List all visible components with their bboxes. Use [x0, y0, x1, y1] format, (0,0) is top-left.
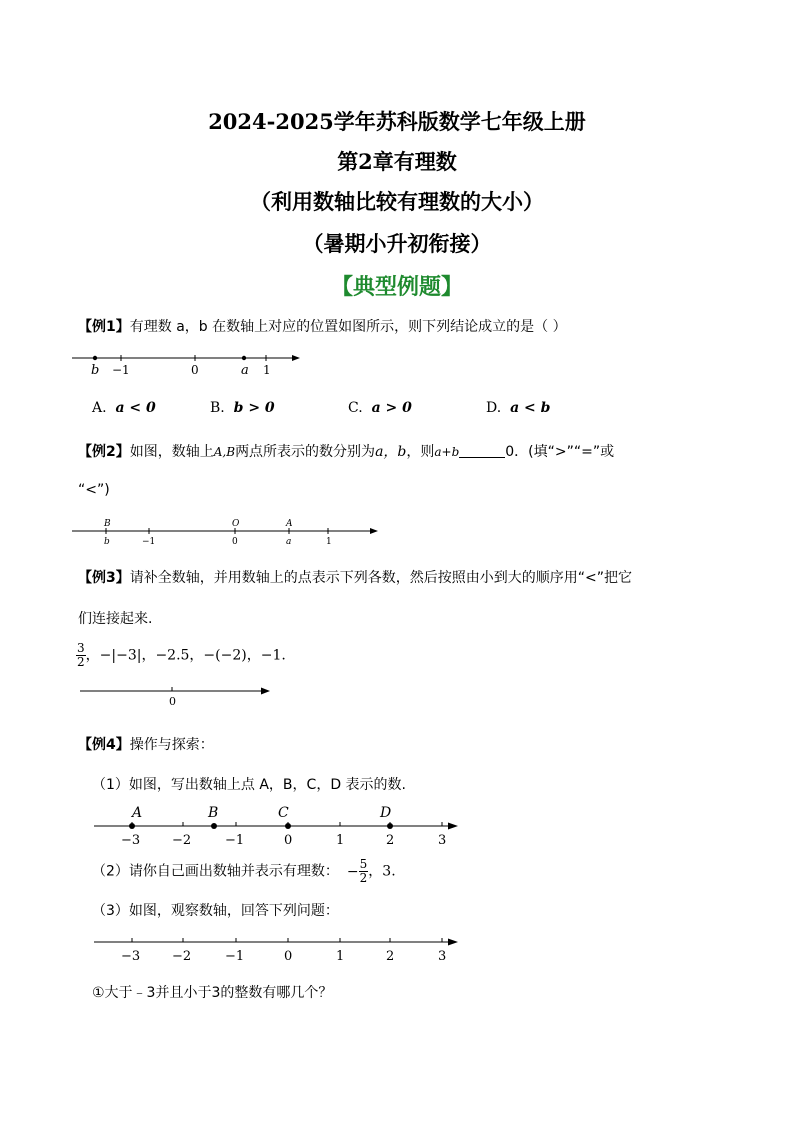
- section-heading: 【典型例题】: [330, 274, 463, 300]
- example-3-question-cont: 们连接起来.: [78, 611, 153, 627]
- tick-3: 3: [438, 949, 447, 964]
- tick-minus-3: −3: [121, 833, 141, 848]
- example-3-question: 【例3】请补全数轴，并用数轴上的点表示下列各数，然后按照由小到大的顺序用“<”把它: [78, 570, 632, 586]
- tick-0: 0: [232, 537, 238, 547]
- tick-2: 2: [386, 949, 395, 964]
- tick-0: 0: [284, 833, 293, 848]
- label-b: b: [104, 537, 110, 547]
- fraction-5-2: $\frac{5}{2}$: [359, 857, 368, 885]
- example-4-number-line-2: [92, 932, 472, 964]
- axis-arrow: [370, 528, 378, 534]
- label-B: B: [104, 519, 111, 529]
- example-4-part-2: （2）请你自己画出数轴并表示有理数： − $\frac{5}{2}$ ，3.: [92, 857, 396, 885]
- tick-0: 0: [191, 363, 199, 377]
- example-1-number-line: [70, 352, 310, 382]
- example-4-number-line-1: [92, 800, 472, 850]
- example-3-number-line: [78, 684, 278, 710]
- tick-0: 0: [284, 949, 293, 964]
- axis-arrow: [261, 688, 270, 695]
- fraction-3-2: $\frac{3}{2}$: [77, 641, 85, 669]
- tick-minus-1: −1: [225, 949, 245, 964]
- option-b: B. b > 0: [210, 400, 275, 416]
- example-3-label: 【例3】: [78, 570, 130, 586]
- example-2-number-line: [70, 514, 390, 550]
- tick-minus-3: −3: [121, 949, 141, 964]
- point-B: [211, 823, 217, 829]
- tick-minus-1: −1: [112, 363, 130, 377]
- axis-arrow: [448, 939, 458, 946]
- tick-1: 1: [263, 363, 271, 377]
- example-4-part-3-question-1: ①大于﹣3并且小于3的整数有哪几个？: [92, 985, 333, 1001]
- label-C: C: [278, 805, 289, 821]
- point-A: [129, 823, 135, 829]
- example-1-question: [78, 316, 567, 336]
- example-2-question-cont: “<”): [78, 482, 110, 498]
- label-a: a: [241, 363, 249, 378]
- tick-0: 0: [169, 695, 176, 708]
- example-4-question: 【例4】操作与探索：: [78, 737, 214, 753]
- example-2-question: 【例2】如图，数轴上A,B两点所表示的数分别为a，b，则a+b 0．(填“>”“=”或: [78, 444, 615, 460]
- chapter-title: 第2章有理数: [337, 149, 457, 174]
- topic-title: （利用数轴比较有理数的大小）: [250, 189, 544, 214]
- example-2-label: 【例2】: [78, 444, 130, 460]
- tick-minus-1: −1: [142, 537, 156, 547]
- point-D: [387, 823, 393, 829]
- example-4-part-1: （1）如图，写出数轴上点 A，B，C，D 表示的数.: [92, 777, 406, 793]
- label-D: D: [380, 805, 392, 821]
- axis-arrow: [448, 823, 458, 830]
- label-a: a: [286, 537, 292, 547]
- example-1-label: 【例1】: [78, 319, 130, 335]
- tick-minus-2: −2: [172, 833, 192, 848]
- label-O: O: [232, 519, 240, 529]
- tick-1: 1: [336, 949, 345, 964]
- point-b: [93, 356, 97, 360]
- answer-blank[interactable]: [459, 443, 505, 458]
- example-1-text: 有理数 a，b 在数轴上对应的位置如图所示，则下列结论成立的是（ ）: [129, 319, 567, 335]
- tick-1: 1: [336, 833, 345, 848]
- doc-title: 2024-2025学年苏科版数学七年级上册: [208, 109, 586, 134]
- tick-2: 2: [386, 833, 395, 848]
- point-a: [242, 356, 246, 360]
- example-3-numbers: $\frac{3}{2}$ ，−|−3|，−2.5，−(−2)，−1.: [77, 641, 286, 669]
- point-C: [285, 823, 291, 829]
- option-d: D. a < b: [486, 400, 551, 416]
- label-b: b: [91, 363, 100, 378]
- axis-arrow: [292, 355, 300, 361]
- label-A: A: [286, 519, 293, 529]
- tick-3: 3: [438, 833, 447, 848]
- option-c: C. a > 0: [348, 400, 412, 416]
- tick-minus-1: −1: [225, 833, 245, 848]
- subtitle: （暑期小升初衔接）: [302, 231, 492, 256]
- option-a: A. a < 0: [92, 400, 156, 416]
- label-A: A: [132, 805, 143, 821]
- example-4-part-3: （3）如图，观察数轴，回答下列问题：: [92, 903, 339, 919]
- example-4-label: 【例4】: [78, 737, 130, 753]
- tick-1: 1: [326, 537, 332, 547]
- label-B: B: [208, 805, 219, 821]
- tick-minus-2: −2: [172, 949, 192, 964]
